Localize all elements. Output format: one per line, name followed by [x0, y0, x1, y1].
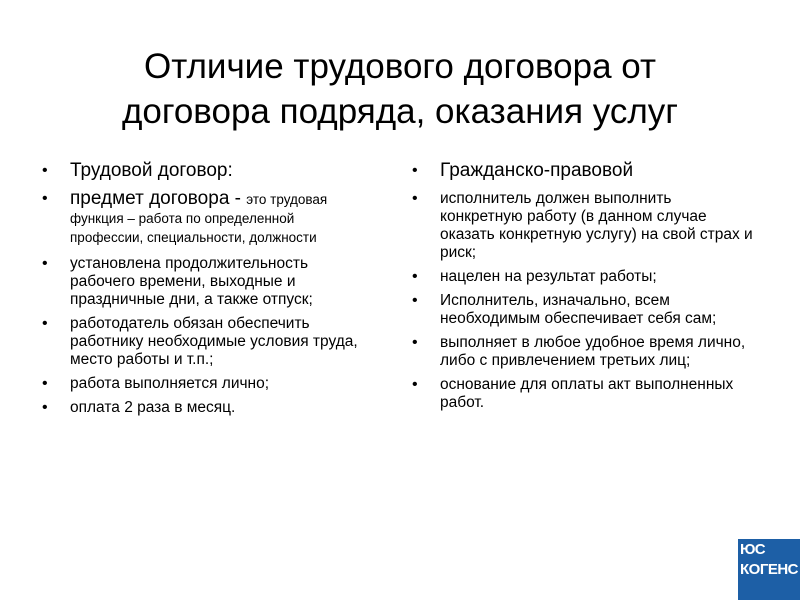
list-item-text: Исполнитель, изначально, всем необходимым обеспечивает себя сам; [440, 292, 717, 327]
employment-contract-list [42, 160, 362, 417]
list-item [42, 375, 362, 393]
bullet-icon: • [412, 376, 418, 393]
bullet-icon: • [412, 190, 418, 207]
bullet-icon: • [412, 162, 418, 179]
employment-heading: Трудовой договор: [70, 160, 233, 181]
bullet-icon: • [42, 315, 48, 332]
list-item [412, 190, 757, 262]
list-item-text: работа выполняется лично; [70, 375, 270, 392]
bullet-icon: • [412, 334, 418, 351]
list-item [42, 315, 362, 369]
list-item-text: работодатель обязан обеспечить работнику необходимые условия труда, место работы и т.п.; [70, 315, 358, 368]
bullet-icon: • [42, 399, 48, 416]
civil-contract-list [412, 160, 757, 412]
list-item-text: установлена продолжительность рабочего времени, выходные и праздничные дни, а также отпуск; [70, 255, 313, 308]
list-item [42, 399, 362, 417]
logo-line2: КОГЕНС Г [740, 561, 810, 578]
slide-title [40, 44, 760, 134]
subject-text: это трудовая функция – работа по определенной профессии, специальности, должности [70, 192, 328, 245]
slide-title-line1: Отличие трудового договора от [143, 47, 656, 86]
list-item-text: оплата 2 раза в месяц. [70, 399, 236, 416]
civil-heading: Гражданско-правовой [440, 160, 634, 181]
list-item-text: основание для оплаты акт выполненных работ. [440, 376, 734, 411]
bullet-icon: • [42, 375, 48, 392]
bullet-icon: • [42, 255, 48, 272]
bullet-icon: • [42, 162, 48, 179]
list-item [42, 160, 362, 182]
list-item [412, 292, 757, 328]
bullet-icon: • [412, 268, 418, 285]
list-item [412, 376, 757, 412]
slide-title-line2: договора подряда, оказания услуг [121, 92, 679, 131]
bullet-icon: • [412, 292, 418, 309]
right-column [412, 160, 757, 418]
company-logo [738, 539, 810, 600]
list-item [412, 268, 757, 286]
list-item-text: исполнитель должен выполнить конкретную работу (в данном случае оказать конкретную услугу) на свой страх и риск; [440, 190, 753, 261]
logo-line1: ЮС [740, 541, 766, 558]
list-item [42, 255, 362, 309]
list-item [42, 190, 362, 247]
list-item [412, 334, 757, 370]
bullet-icon: • [42, 190, 48, 207]
left-column [42, 160, 362, 423]
subject-label: предмет договора - [70, 188, 247, 209]
list-item-text: нацелен на результат работы; [440, 268, 657, 285]
list-item [412, 160, 757, 182]
list-item-text: выполняет в любое удобное время лично, либо с привлечением третьих лиц; [440, 334, 746, 369]
